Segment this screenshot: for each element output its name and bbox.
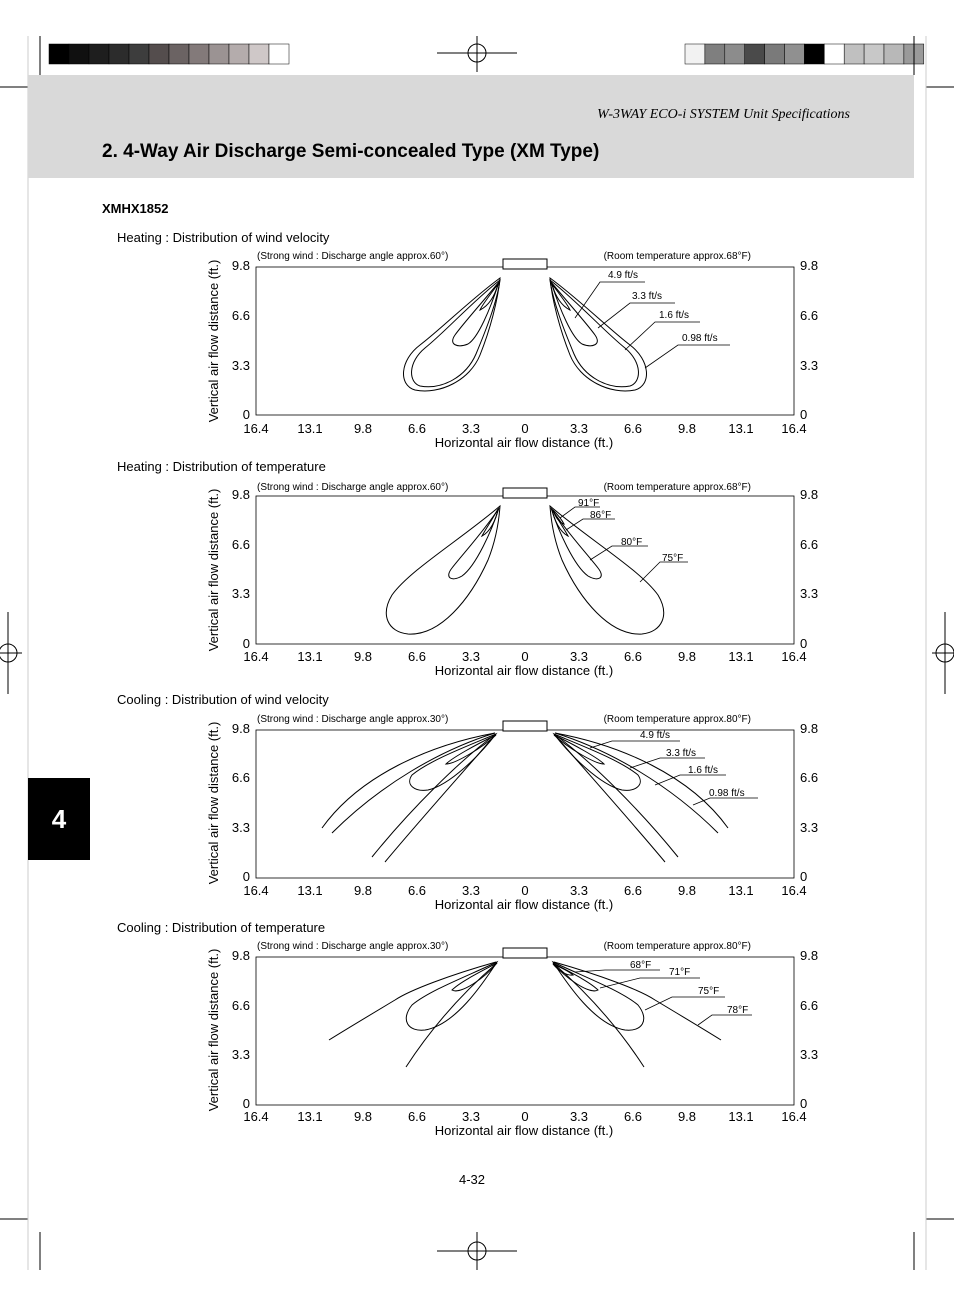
heating-temperature-chart: [0, 470, 954, 710]
y-tick: 0: [242, 407, 250, 422]
cooling-temperature-chart: [0, 932, 954, 1172]
x-tick: 6.6: [407, 649, 427, 664]
calibration-swatch: [269, 44, 289, 64]
x-tick: 3.3: [569, 649, 589, 664]
cooling-wind-velocity-chart: [0, 705, 954, 945]
y-tick: 6.6: [231, 308, 250, 323]
yaxis-left-ticks: [232, 487, 250, 651]
y-tick: 9.8: [231, 948, 250, 963]
y-axis-title: Vertical air flow distance (ft.): [206, 259, 221, 423]
x-tick: 16.4: [243, 649, 269, 664]
calibration-swatch: [785, 44, 805, 64]
indoor-unit-icon: [503, 488, 547, 498]
x-tick: 0: [521, 649, 529, 664]
discharge-note: (Strong wind : Discharge angle approx.60°): [257, 482, 449, 493]
x-tick: 9.8: [353, 649, 373, 664]
x-axis-title: Horizontal air flow distance (ft.): [434, 1123, 614, 1138]
y-tick: 9.8: [231, 487, 250, 502]
y-tick: 9.8: [231, 721, 250, 736]
legend-label: 3.3 ft/s: [666, 748, 697, 759]
legend-label: 3.3 ft/s: [632, 291, 663, 302]
y-tick: 3.3: [800, 1047, 819, 1062]
x-tick: 9.8: [677, 421, 697, 436]
y-tick: 6.6: [800, 770, 819, 785]
calibration-swatch: [705, 44, 725, 64]
legend-label: 1.6 ft/s: [688, 765, 719, 776]
calibration-swatch: [209, 44, 229, 64]
x-tick: 13.1: [728, 1109, 754, 1124]
indoor-unit-icon: [503, 259, 547, 269]
y-tick: 6.6: [231, 998, 250, 1013]
y-tick: 9.8: [800, 487, 819, 502]
room-temp-note: (Room temperature approx.68°F): [603, 482, 751, 493]
y-tick: 3.3: [231, 358, 250, 373]
y-tick: 9.8: [800, 948, 819, 963]
calibration-swatch: [249, 44, 269, 64]
y-tick: 3.3: [800, 586, 819, 601]
x-tick: 6.6: [407, 1109, 427, 1124]
x-tick: 6.6: [623, 421, 643, 436]
room-temp-note: (Room temperature approx.80°F): [603, 941, 751, 952]
plot-frame: [256, 730, 794, 878]
x-tick: 6.6: [623, 883, 643, 898]
x-tick: 16.4: [781, 421, 807, 436]
section-title: 2. 4-Way Air Discharge Semi-concealed Type (XM Type): [102, 141, 600, 162]
chart-title: Heating : Distribution of wind velocity: [117, 230, 330, 245]
x-tick: 13.1: [297, 1109, 323, 1124]
room-temp-note: (Room temperature approx.80°F): [603, 714, 751, 725]
plot-frame: [256, 957, 794, 1105]
x-tick: 9.8: [677, 1109, 697, 1124]
y-tick: 0: [242, 869, 250, 884]
y-tick: 9.8: [800, 258, 819, 273]
color-calibration-strip-left: [49, 44, 289, 64]
x-tick: 13.1: [297, 883, 323, 898]
x-tick: 0: [521, 883, 529, 898]
x-tick: 16.4: [243, 421, 269, 436]
calibration-swatch: [169, 44, 189, 64]
x-tick: 16.4: [781, 649, 807, 664]
x-axis-title: Horizontal air flow distance (ft.): [434, 897, 614, 912]
legend-label: 0.98 ft/s: [709, 788, 745, 799]
document-subtitle: W-3WAY ECO-i SYSTEM Unit Specifications: [597, 107, 850, 122]
x-tick: 13.1: [728, 649, 754, 664]
x-tick: 6.6: [407, 883, 427, 898]
discharge-note: (Strong wind : Discharge angle approx.60°): [257, 251, 449, 262]
calibration-swatch: [864, 44, 884, 64]
legend-label: 68°F: [630, 960, 652, 971]
y-tick: 6.6: [800, 537, 819, 552]
calibration-swatch: [685, 44, 705, 64]
x-axis-title: Horizontal air flow distance (ft.): [434, 663, 614, 678]
calibration-swatch: [49, 44, 69, 64]
y-tick: 3.3: [800, 358, 819, 373]
y-axis-title: Vertical air flow distance (ft.): [206, 948, 221, 1112]
legend-label: 1.6 ft/s: [659, 310, 690, 321]
yaxis-right-ticks: [800, 721, 818, 884]
x-tick: 3.3: [461, 1109, 481, 1124]
legend-label: 78°F: [727, 1005, 749, 1016]
calibration-swatch: [229, 44, 249, 64]
temperature-contours: [386, 506, 663, 634]
calibration-swatch: [89, 44, 109, 64]
calibration-swatch: [129, 44, 149, 64]
chapter-tab: 4: [28, 778, 90, 860]
page-number: 4-32: [459, 1172, 486, 1187]
x-tick: 9.8: [353, 1109, 373, 1124]
calibration-swatch: [149, 44, 169, 64]
x-tick: 16.4: [781, 883, 807, 898]
x-tick: 13.1: [728, 883, 754, 898]
x-tick: 9.8: [677, 883, 697, 898]
y-tick: 0: [800, 1096, 808, 1111]
x-tick: 9.8: [677, 649, 697, 664]
x-tick: 6.6: [623, 649, 643, 664]
legend-label: 0.98 ft/s: [682, 333, 718, 344]
y-tick: 3.3: [231, 586, 250, 601]
x-tick: 9.8: [353, 421, 373, 436]
calibration-swatch: [765, 44, 785, 64]
x-tick: 9.8: [353, 883, 373, 898]
y-tick: 0: [242, 1096, 250, 1111]
y-tick: 0: [242, 636, 250, 651]
chart-title: Cooling : Distribution of temperature: [117, 920, 326, 935]
calibration-swatch: [884, 44, 904, 64]
wind-velocity-contours: [404, 278, 647, 391]
legend-label: 80°F: [621, 537, 643, 548]
color-calibration-strip-right: [685, 44, 924, 64]
x-tick: 6.6: [623, 1109, 643, 1124]
heating-wind-velocity-chart: [0, 240, 954, 480]
yaxis-left-ticks: [232, 948, 250, 1111]
calibration-swatch: [844, 44, 864, 64]
x-tick: 0: [521, 1109, 529, 1124]
y-tick: 0: [800, 636, 808, 651]
chart-title: Cooling : Distribution of wind velocity: [117, 692, 329, 707]
leader-lines: [575, 970, 752, 1025]
x-tick: 3.3: [569, 421, 589, 436]
chart-title: Heating : Distribution of temperature: [117, 459, 326, 474]
calibration-swatch: [725, 44, 745, 64]
x-tick: 13.1: [297, 421, 323, 436]
y-tick: 9.8: [231, 258, 250, 273]
yaxis-left-ticks: [232, 721, 250, 884]
x-tick: 16.4: [243, 883, 269, 898]
y-tick: 6.6: [800, 308, 819, 323]
x-tick: 13.1: [728, 421, 754, 436]
y-tick: 9.8: [800, 721, 819, 736]
indoor-unit-icon: [503, 948, 547, 958]
x-tick: 13.1: [297, 649, 323, 664]
x-tick: 16.4: [781, 1109, 807, 1124]
yaxis-left-ticks: [232, 258, 250, 422]
y-tick: 6.6: [231, 770, 250, 785]
plot-frame: [256, 496, 794, 644]
calibration-swatch: [69, 44, 89, 64]
y-tick: 0: [800, 407, 808, 422]
yaxis-right-ticks: [800, 258, 818, 422]
room-temp-note: (Room temperature approx.68°F): [603, 251, 751, 262]
x-tick: 3.3: [569, 883, 589, 898]
indoor-unit-icon: [503, 721, 547, 731]
y-axis-title: Vertical air flow distance (ft.): [206, 721, 221, 885]
calibration-swatch: [109, 44, 129, 64]
legend-label: 75°F: [698, 986, 720, 997]
x-axis-ticks: [243, 883, 806, 898]
legend-label: 91°F: [578, 498, 600, 509]
x-tick: 6.6: [407, 421, 427, 436]
calibration-swatch: [189, 44, 209, 64]
model-number: XMHX1852: [102, 201, 169, 216]
legend-label: 4.9 ft/s: [608, 270, 639, 281]
calibration-swatch: [804, 44, 824, 64]
x-tick: 3.3: [461, 421, 481, 436]
legend-label: 75°F: [662, 553, 684, 564]
x-tick: 3.3: [461, 883, 481, 898]
y-tick: 3.3: [800, 820, 819, 835]
y-axis-title: Vertical air flow distance (ft.): [206, 488, 221, 652]
x-tick: 3.3: [569, 1109, 589, 1124]
legend-label: 71°F: [669, 967, 691, 978]
x-tick: 0: [521, 421, 529, 436]
x-axis-ticks: [243, 421, 806, 436]
x-tick: 3.3: [461, 649, 481, 664]
yaxis-right-ticks: [800, 487, 818, 651]
yaxis-right-ticks: [800, 948, 818, 1111]
y-tick: 6.6: [231, 537, 250, 552]
legend-label: 86°F: [590, 510, 612, 521]
calibration-swatch: [824, 44, 844, 64]
x-tick: 16.4: [243, 1109, 269, 1124]
calibration-swatch: [745, 44, 765, 64]
discharge-note: (Strong wind : Discharge angle approx.30°): [257, 714, 449, 725]
x-axis-title: Horizontal air flow distance (ft.): [434, 435, 614, 450]
y-tick: 3.3: [231, 820, 250, 835]
y-tick: 3.3: [231, 1047, 250, 1062]
y-tick: 6.6: [800, 998, 819, 1013]
discharge-note: (Strong wind : Discharge angle approx.30°): [257, 941, 449, 952]
x-axis-ticks: [243, 1109, 806, 1124]
legend-label: 4.9 ft/s: [640, 730, 671, 741]
y-tick: 0: [800, 869, 808, 884]
x-axis-ticks: [243, 649, 806, 664]
